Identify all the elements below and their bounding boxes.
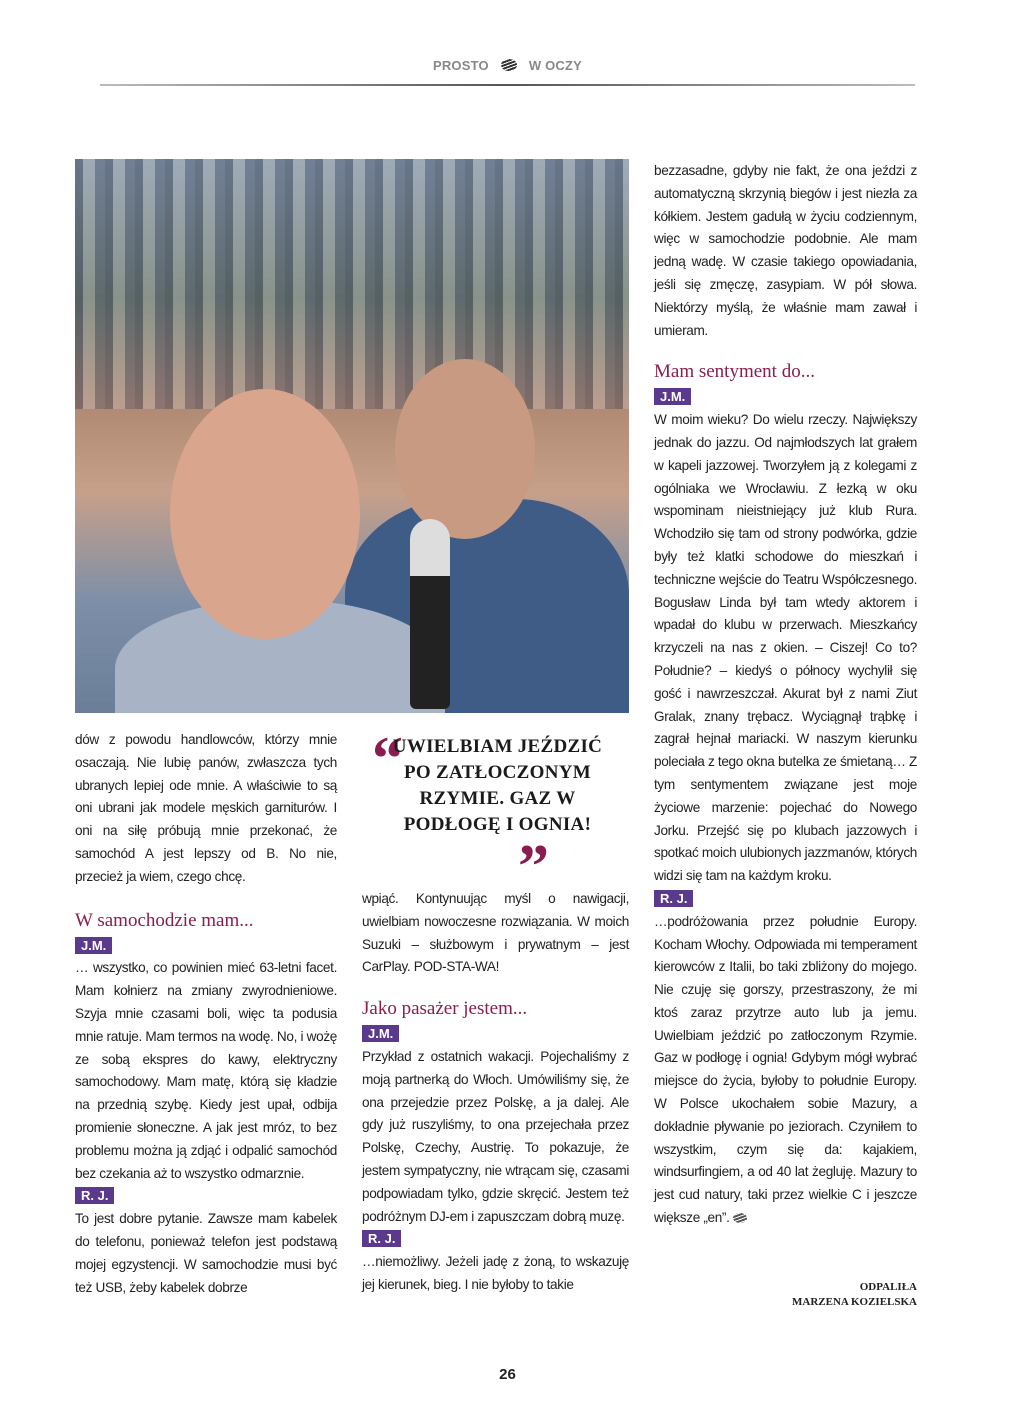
speaker-badge: R. J. — [654, 890, 693, 907]
paragraph: wpiąć. Kontynuując myśl o nawigacji, uwielbiam nowoczesne rozwiązania. W moich Suzuki – służbowym i prywatnym – jest CarPlay. POD-STA-WA! — [362, 891, 629, 975]
magazine-logo-icon — [501, 59, 517, 71]
author-signature: ODPALIŁA MARZENA KOZIELSKA — [792, 1281, 917, 1308]
running-header — [0, 58, 1015, 73]
end-mark-icon — [733, 1213, 747, 1223]
column-3 — [654, 160, 917, 1230]
paragraph: W moim wieku? Do wielu rzeczy. Największy jednak do jazzu. Od najmłodszych lat grałem w kapeli jazzowej. Tworzyłem ją z kolegami z ogólniaka we Wrocławiu. Z łezką w oku wspominam nieistniejący już klub Rura. Wchodziło się tam od strony podwórka, gdzie były też klatki schodowe do mieszkań i techniczne wejście do Teatru Współczesnego. Bogusław Linda był tam wtedy aktorem i wpadał do klubu w przerwach. Mieszkańcy krzyczeli na nas z okien. – Ciszej! Co to? Południe? – kiedyś o północy wychylił się gość i nawrzeszczał. Akurat był z nami Ziut Gralak, znany trębacz. Wyciągnął trąbkę i zagrał hejnał mariacki. W naszym kierunku poleciała z tego okna butelka ze śmietaną… Z tym sentymentem związane jest moje życiowe marzenie: pojechać do Nowego Jorku. Przejść się po klubach jazzowych i spotkać moich ulubionych jazzmanów, których widzi się tam na każdym kroku. — [654, 412, 917, 884]
section-heading: W samochodzie mam... — [75, 909, 254, 931]
paragraph: …podróżowania przez południe Europy. Kocham Włochy. Odpowiada mi temperament kierowców z Italii, bo taki zbliżony do mojego. Nie czuję się gorszy, przestraszony, że mi ktoś zaraz przytrze auto lub ja jemu. Uwielbiam jeździć po zatłoczonym Rzymie. Gaz w podłogę i ognia! Gdybym mógł wybrać miejsce do życia, byłoby to południe Europy. W Polsce ukochałem sobie Mazury, a dokładnie pływanie po jeziorach. Czyniłem to wszystkim, czym się da: kajakiem, windsurfingiem, a od 40 lat żegluję. Mazury to jest cud natury, taki przez wielkie C i jeszcze większe „en”. — [654, 913, 917, 1226]
close-quote-mark: ” — [518, 833, 549, 901]
paragraph: dów z powodu handlowców, którzy mnie osaczają. Nie lubię panów, zwłaszcza tych ubranych lepiej ode mnie. A właściwie to są oni ubrani jak modele męskich garniturów. I oni na siłę próbują mnie przekonać, że samochód A jest lepszy od B. No nie, przecież ja wiem, czego chcę. — [75, 732, 337, 884]
page-number: 26 — [499, 1366, 516, 1383]
article-photo — [75, 159, 629, 713]
section-heading: Mam sentyment do... — [654, 361, 815, 383]
paragraph: bezzasadne, gdyby nie fakt, że ona jeździ z automatyczną skrzynią biegów i jest niezła za kółkiem. Jestem gadułą w życiu codziennym, więc w samochodzie podobnie. Ale mam jedną wadę. W czasie takiego opowiadania, jeśli się zmęczę, zasypiam. W pół słowa. Niektórzy myślą, że właśnie mam zawał i umieram. — [654, 163, 917, 338]
speaker-badge: J.M. — [654, 388, 691, 405]
speaker-badge: J.M. — [362, 1025, 399, 1042]
section-heading: Jako pasażer jestem... — [362, 998, 528, 1020]
paragraph: …niemożliwy. Jeżeli jadę z żoną, to wskazuję jej kierunek, bieg. I nie byłoby to takie — [362, 1254, 629, 1292]
column-2 — [362, 888, 629, 1297]
speaker-badge: R. J. — [75, 1187, 114, 1204]
speaker-badge: R. J. — [362, 1230, 401, 1247]
open-quote-mark: “ — [372, 725, 403, 793]
microphone — [410, 519, 450, 709]
header-left: PROSTO — [432, 58, 489, 73]
paragraph: To jest dobre pytanie. Zawsze mam kabelek do telefonu, ponieważ telefon jest podstawą mojej egzystencji. W samochodzie musi być też USB, żeby kabelek dobrze — [75, 1211, 337, 1295]
pull-quote: UWIELBIAM JEŹDZIĆ PO ZATŁOCZONYM RZYMIE. GAZ W PODŁOGĘ I OGNIA! — [392, 736, 603, 835]
paragraph: … wszystko, co powinien mieć 63-letni facet. Mam kołnierz na zmiany zwyrodnieniowe. Szyja mnie czasami boli, więc ta podusia mnie ratuje. Mam termos na wodę. No, i wożę ze sobą ekspres do kawy, elektryczny samochodowy. Mam matę, którą się kładzie na przednią szybę. Kiedy jest upał, odbija promienie słoneczne. A jak jest mróz, to bez problemu można ją zdjąć i odpalić samochód bez czekania aż to wszystko odmarznie. — [75, 960, 337, 1181]
header-right: W OCZY — [528, 58, 583, 73]
header-divider — [100, 84, 915, 86]
paragraph: Przykład z ostatnich wakacji. Pojechaliśmy z moją partnerką do Włoch. Umówiliśmy się, że ona przejedzie przez Polskę, a ja dalej. Ale gdy już ruszyliśmy, to ona przejechała przez Polskę, Czechy, Austrię. To pokazuje, że jestem sympatyczny, nie wtrącam się, czasami podpowiadam tylko, gdzie skręcić. Jestem też podróżnym DJ-em i zapuszczam dobrą muzę. — [362, 1048, 629, 1224]
column-1 — [75, 729, 337, 1299]
speaker-badge: J.M. — [75, 937, 112, 954]
